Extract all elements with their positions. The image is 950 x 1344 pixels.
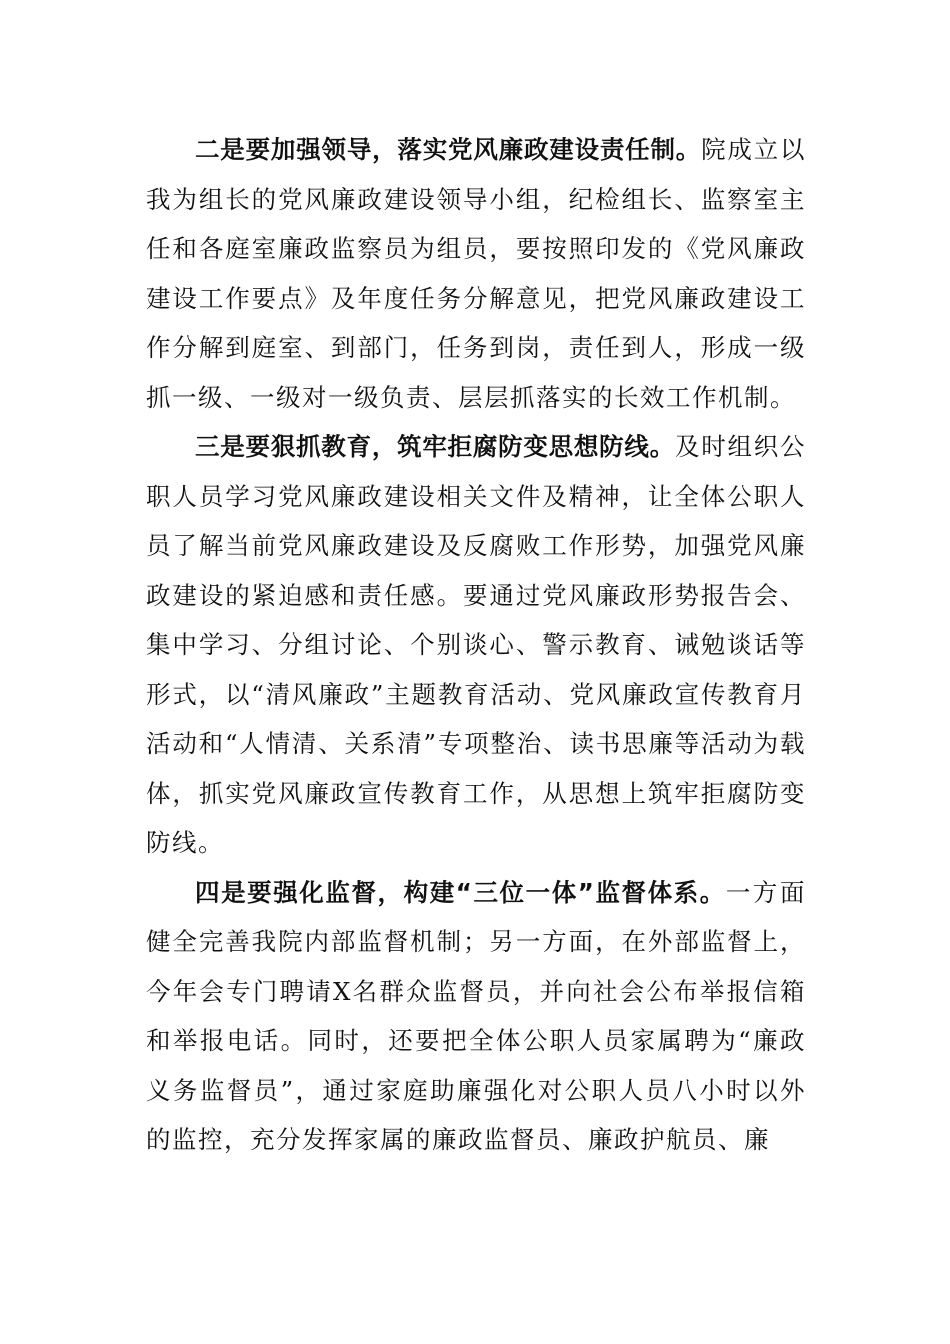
paragraph-text: 一方面健全完善我院内部监督机制；另一方面，在外部监督上，今年会专门聘请X名群众监督员，并向社会公布举报信箱和举报电话。同时，还要把全体公职人员家属聘为“廉政义务监督员”，通过家庭助廉强化对公职人员八小时以外的监控，充分发挥家属的廉政监督员、廉政护航员、廉: [146, 877, 806, 1154]
paragraph-heading: 四是要强化监督，构建“三位一体”监督体系。: [195, 877, 726, 907]
paragraph-leadership: [146, 125, 806, 422]
paragraph-heading: 三是要狠抓教育，筑牢拒腐防变思想防线。: [195, 432, 675, 461]
document-body: [146, 125, 806, 1165]
paragraph-heading: 二是要加强领导，落实党风廉政建设责任制。: [195, 135, 702, 164]
paragraph-text: 及时组织公职人员学习党风廉政建设相关文件及精神，让全体公职人员了解当前党风廉政建设及反腐败工作形势，加强党风廉政建设的紧迫感和责任感。要通过党风廉政形势报告会、集中学习、分组讨论、个别谈心、警示教育、诫勉谈话等形式，以“清风廉政”主题教育活动、党风廉政宣传教育月活动和“人情清、关系清”专项整治、读书思廉等活动为载体，抓实党风廉政宣传教育工作，从思想上筑牢拒腐防变防线。: [146, 432, 807, 857]
paragraph-education: [146, 422, 806, 868]
paragraph-text: 院成立以我为组长的党风廉政建设领导小组，纪检组长、监察室主任和各庭室廉政监察员为组员，要按照印发的《党风廉政建设工作要点》及年度任务分解意见，把党风廉政建设工作分解到庭室、到部门，任务到岗，责任到人，形成一级抓一级、一级对一级负责、层层抓落实的长效工作机制。: [146, 135, 807, 412]
paragraph-supervision: [146, 868, 806, 1165]
